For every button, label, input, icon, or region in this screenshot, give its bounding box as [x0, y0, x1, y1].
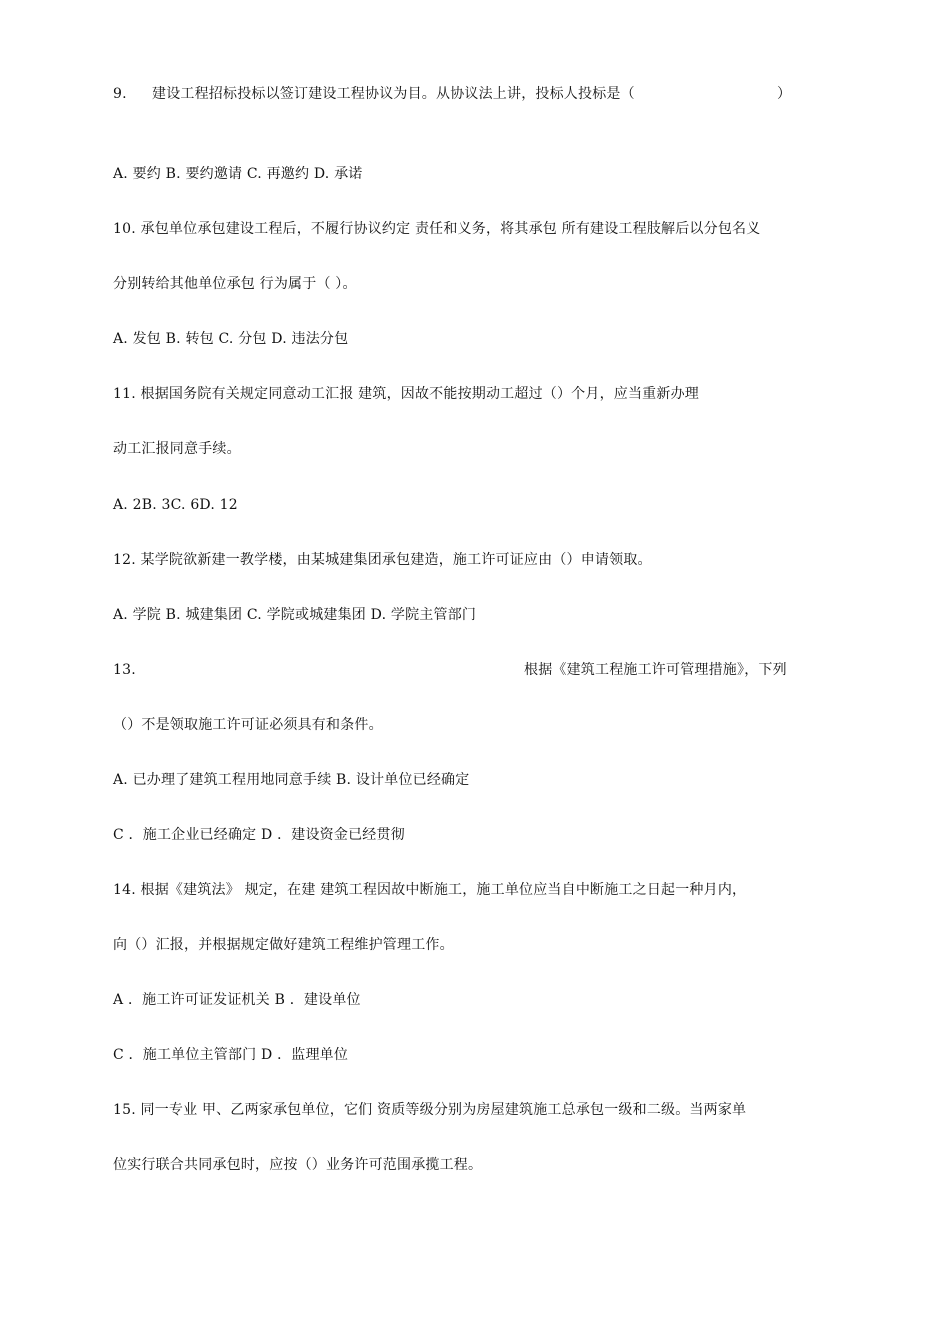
q11-line2: 动工汇报同意手续。	[113, 441, 241, 457]
q12-line1: 12. 某学院欲新建一教学楼，由某城建集团承包建造，施工许可证应由（）申请领取。	[113, 552, 652, 568]
q13-text: 根据《建筑工程施工许可管理措施》，下列	[524, 662, 787, 678]
q10-options: A. 发包 B. 转包 C. 分包 D. 违法分包	[113, 331, 349, 347]
q9-options: A. 要约 B. 要约邀请 C. 再邀约 D. 承诺	[113, 166, 363, 182]
q13-line2: （）不是领取施工许可证必须具有和条件。	[113, 717, 383, 733]
q13-options-2: C ．施工企业已经确定 D ．建设资金已经贯彻	[113, 827, 405, 843]
q12-options: A. 学院 B. 城建集团 C. 学院或城建集团 D. 学院主管部门	[113, 607, 477, 623]
q15-line2: 位实行联合共同承包时，应按（）业务许可范围承揽工程。	[113, 1157, 483, 1173]
q14-line2: 向（）汇报，并根据规定做好建筑工程维护管理工作。	[113, 937, 454, 953]
q9-close-paren: ）	[777, 86, 792, 102]
q14-line1: 14. 根据《建筑法》 规定，在建 建筑工程因故中断施工，施工单位应当自中断施工之日起一种月内，	[113, 882, 747, 898]
q13-number: 13.	[113, 662, 136, 678]
q14-options-2: C ．施工单位主管部门 D ．监理单位	[113, 1047, 349, 1063]
q9-text: 建设工程招标投标以签订建设工程协议为目。从协议法上讲，投标人投标是（	[152, 86, 635, 102]
q9-number: 9.	[113, 86, 127, 102]
q15-line1: 15. 同一专业 甲、乙两家承包单位，它们 资质等级分别为房屋建筑施工总承包一级和二级。当两家单	[113, 1102, 747, 1118]
q14-options-1: A ．施工许可证发证机关 B ．建设单位	[113, 992, 361, 1008]
q10-line1: 10. 承包单位承包建设工程后，不履行协议约定 责任和义务，将其承包 所有建设工程肢解后以分包名义	[113, 221, 761, 237]
q13-options-1: A. 已办理了建筑工程用地同意手续 B. 设计单位已经确定	[113, 772, 470, 788]
q11-options: A. 2B. 3C. 6D. 12	[113, 497, 238, 513]
q10-line2: 分别转给其他单位承包 行为属于（ ）。	[113, 276, 357, 292]
q11-line1: 11. 根据国务院有关规定同意动工汇报 建筑，因故不能按期动工超过（）个月，应当重新办理	[113, 386, 699, 402]
